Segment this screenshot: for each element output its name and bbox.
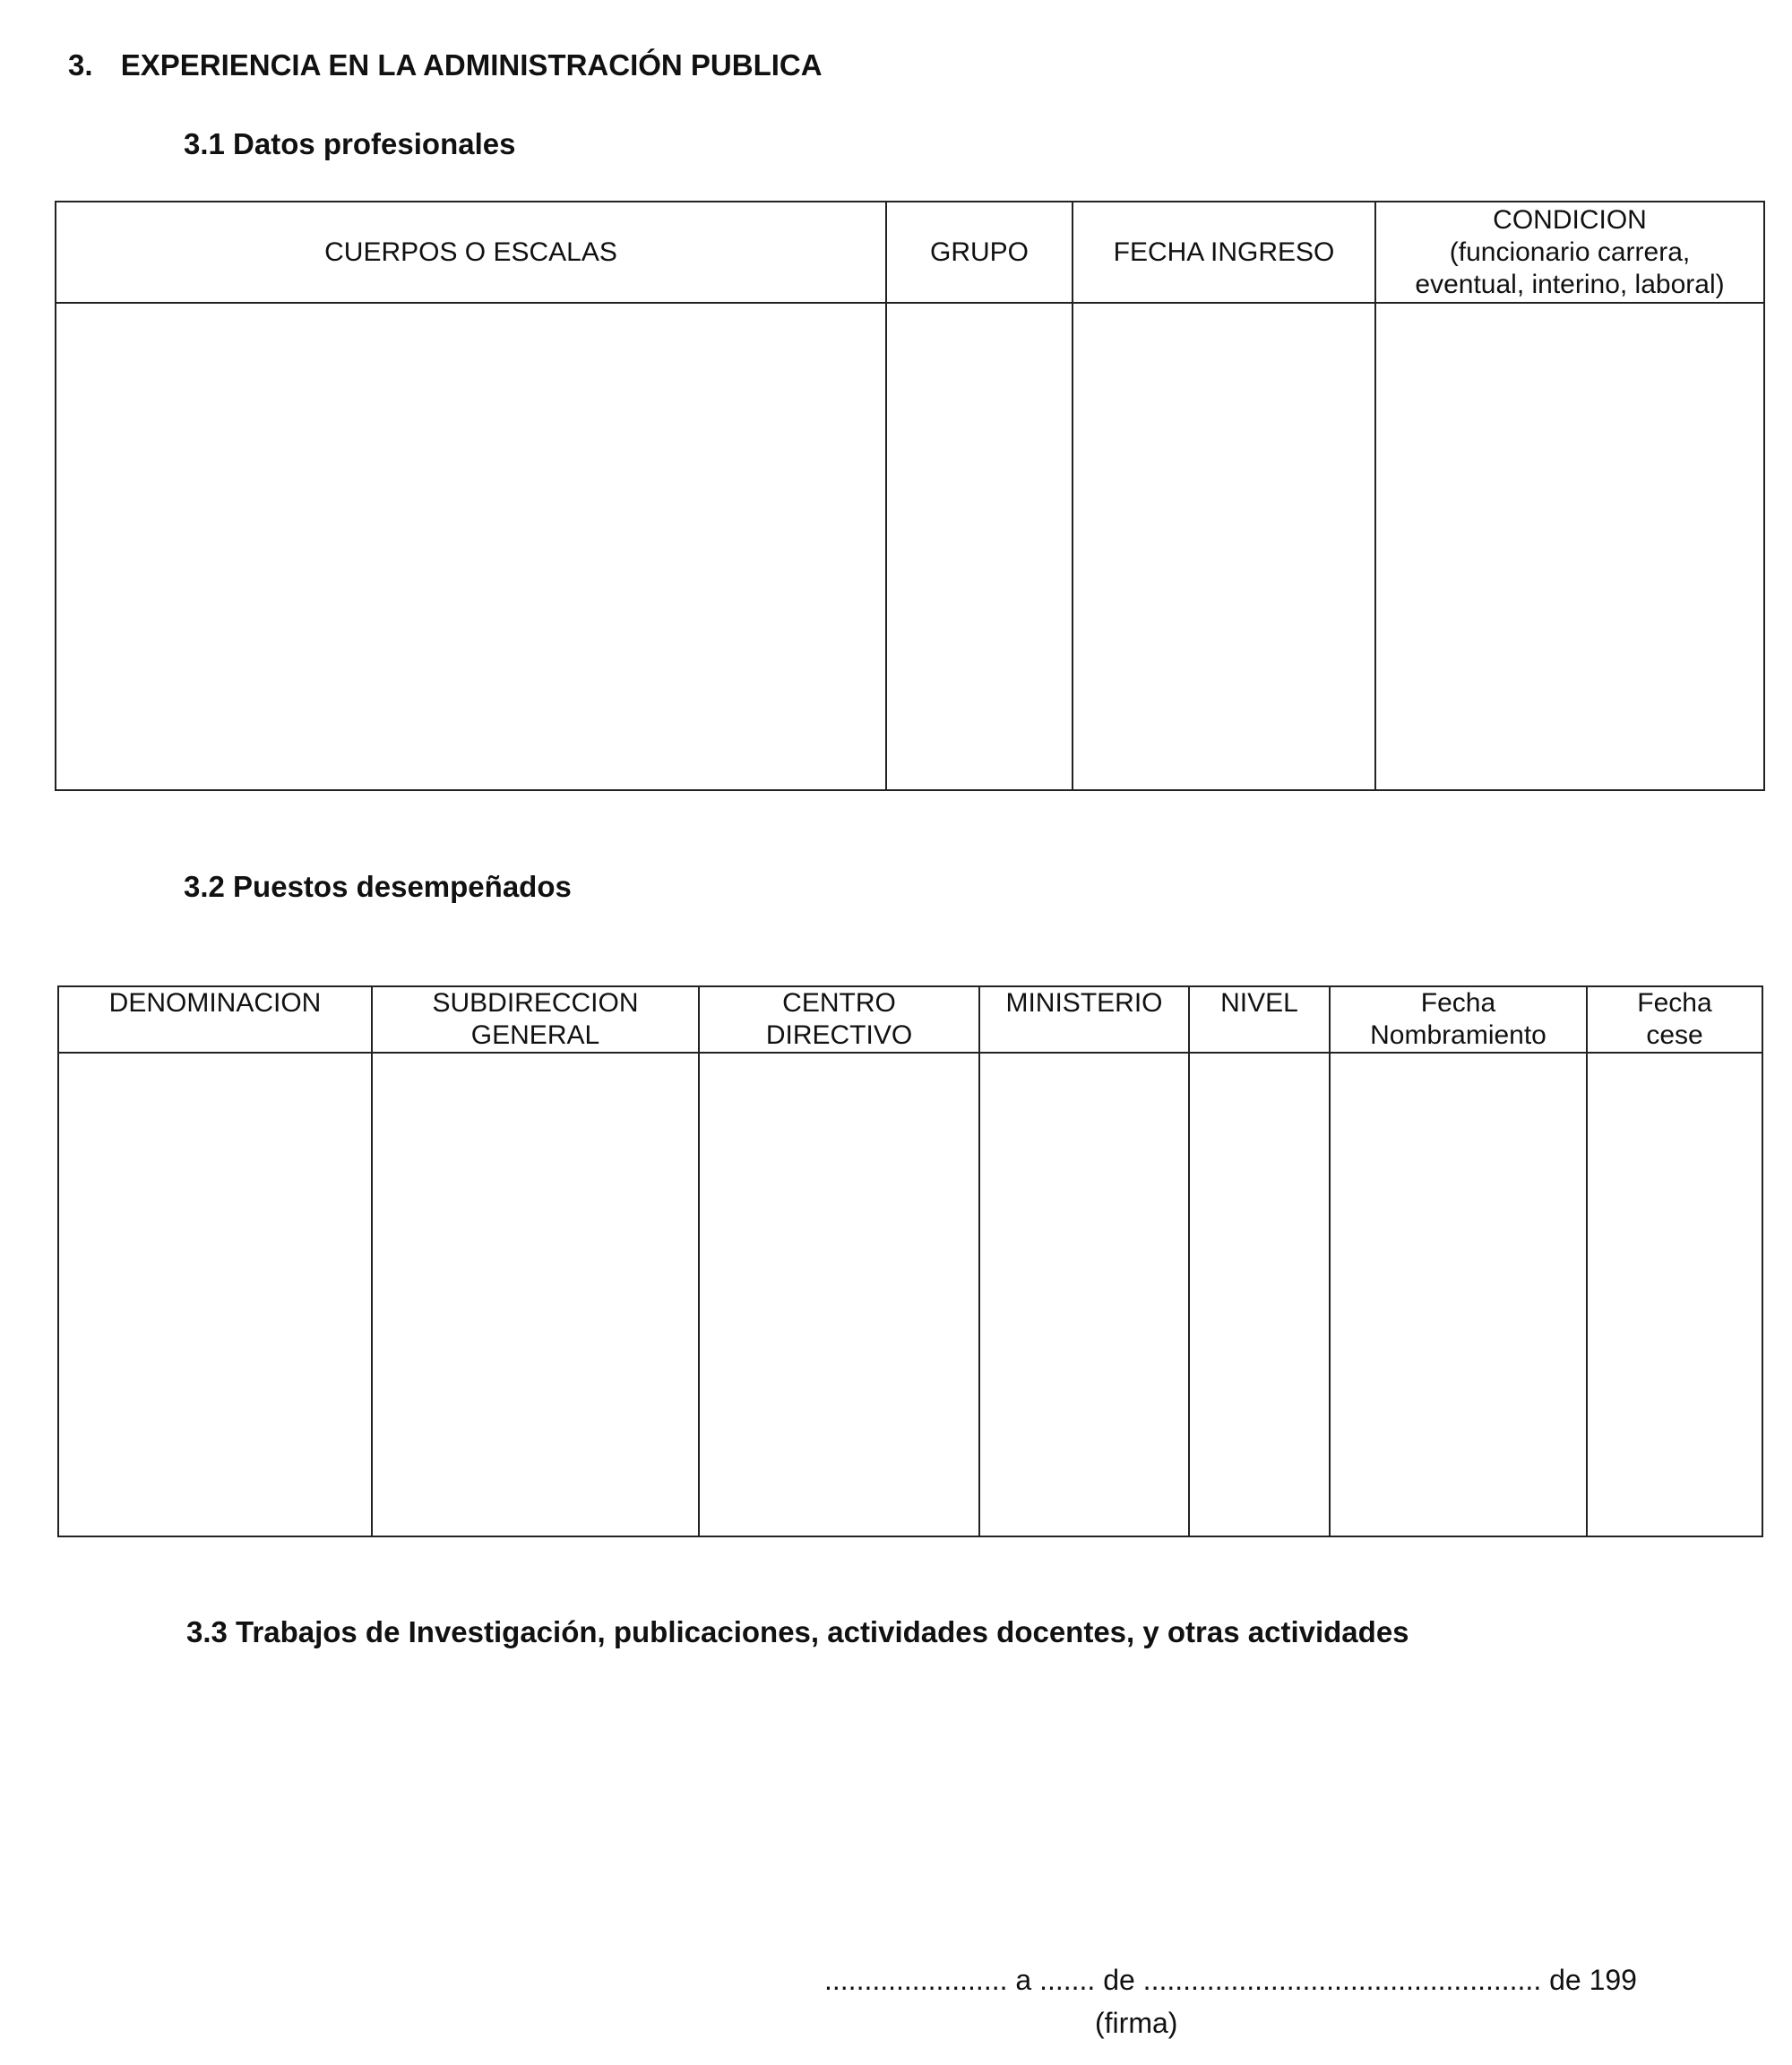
header-denominacion: DENOMINACION bbox=[58, 986, 372, 1053]
header-fecha-cese: Fecha cese bbox=[1587, 986, 1762, 1053]
header-centro-directivo: CENTRO DIRECTIVO bbox=[699, 986, 979, 1053]
header-cuerpos-escalas: CUERPOS O ESCALAS bbox=[56, 202, 886, 303]
header-condicion: CONDICION (funcionario carrera, eventual, interino, laboral) bbox=[1375, 202, 1764, 303]
cell-nivel[interactable] bbox=[1189, 1053, 1330, 1536]
header-fecha-ingreso: FECHA INGRESO bbox=[1073, 202, 1375, 303]
section-title-text: EXPERIENCIA EN LA ADMINISTRACIÓN PUBLICA bbox=[120, 48, 823, 82]
section-title bbox=[68, 48, 823, 82]
section-number: 3. bbox=[68, 48, 93, 82]
header-grupo: GRUPO bbox=[886, 202, 1073, 303]
cell-fecha-nombramiento[interactable] bbox=[1330, 1053, 1587, 1536]
cell-fecha-cese[interactable] bbox=[1587, 1053, 1762, 1536]
cell-grupo[interactable] bbox=[886, 303, 1073, 790]
puestos-desempenados-table bbox=[57, 985, 1763, 1537]
cell-centro-directivo[interactable] bbox=[699, 1053, 979, 1536]
cell-cuerpos-escalas[interactable] bbox=[56, 303, 886, 790]
cell-denominacion[interactable] bbox=[58, 1053, 372, 1536]
header-fecha-nombramiento: Fecha Nombramiento bbox=[1330, 986, 1587, 1053]
subsection-3-3-title: 3.3 Trabajos de Investigación, publicaciones, actividades docentes, y otras actividades bbox=[186, 1615, 1409, 1648]
cell-condicion[interactable] bbox=[1375, 303, 1764, 790]
cell-fecha-ingreso[interactable] bbox=[1073, 303, 1375, 790]
subsection-3-1-title: 3.1 Datos profesionales bbox=[184, 127, 516, 160]
header-nivel: NIVEL bbox=[1189, 986, 1330, 1053]
cell-ministerio[interactable] bbox=[979, 1053, 1189, 1536]
signature-label: (firma) bbox=[1095, 2007, 1178, 2039]
cell-subdireccion-general[interactable] bbox=[372, 1053, 699, 1536]
subsection-3-2-title: 3.2 Puestos desempeñados bbox=[184, 870, 572, 903]
header-subdireccion-general: SUBDIRECCION GENERAL bbox=[372, 986, 699, 1053]
signature-date-line[interactable]: ....................... a ....... de .................................................. de 199 bbox=[824, 1964, 1637, 1996]
header-ministerio: MINISTERIO bbox=[979, 986, 1189, 1053]
datos-profesionales-table bbox=[55, 201, 1765, 791]
